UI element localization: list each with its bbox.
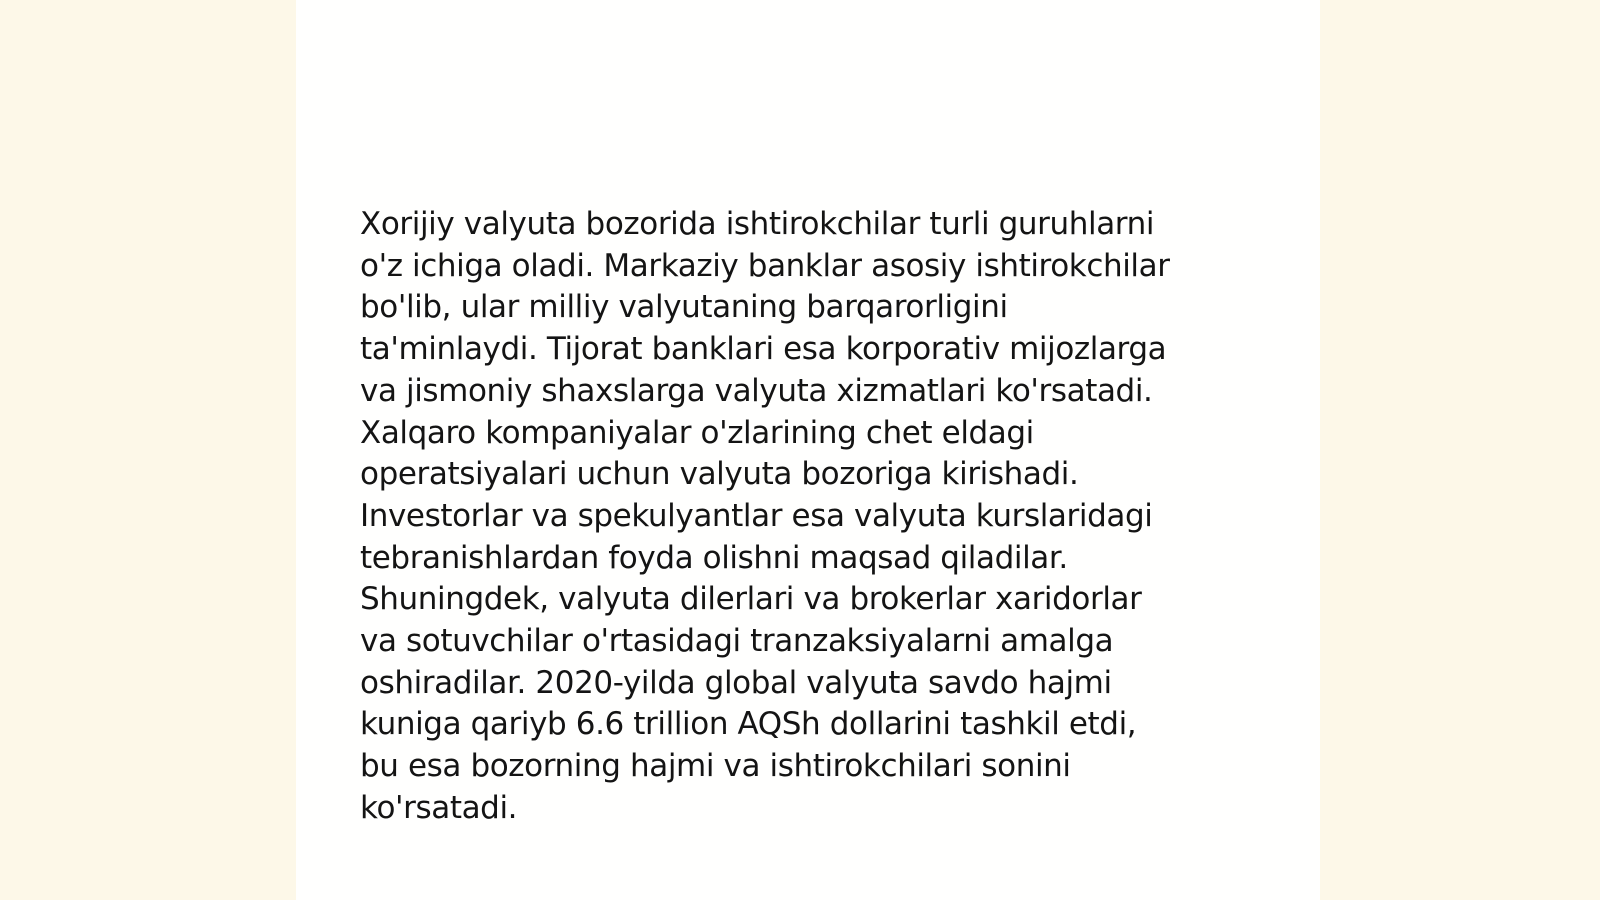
- paragraph-line: Xalqaro kompaniyalar o'zlarining chet eldagi: [360, 414, 1034, 451]
- paragraph-line: bu esa bozorning hajmi va ishtirokchilari sonini: [360, 748, 1071, 785]
- paragraph-line: Shuningdek, valyuta dilerlari va brokerlar xaridorlar: [360, 581, 1142, 618]
- paragraph-line: tebranishlardan foyda olishni maqsad qiladilar.: [360, 539, 1068, 576]
- body-paragraph: [360, 204, 1240, 830]
- paragraph-line: kuniga qariyb 6.6 trillion AQSh dollarini tashkil etdi,: [360, 706, 1137, 743]
- paragraph-line: Xorijiy valyuta bozorida ishtirokchilar turli guruhlarni: [360, 206, 1155, 242]
- paragraph-line: oshiradilar. 2020-yilda global valyuta savdo hajmi: [360, 664, 1112, 701]
- document-page: [296, 0, 1320, 900]
- paragraph-line: operatsiyalari uchun valyuta bozoriga kirishadi.: [360, 456, 1079, 493]
- paragraph-line: o'z ichiga oladi. Markaziy banklar asosiy ishtirokchilar: [360, 247, 1170, 284]
- paragraph-line: ta'minlaydi. Tijorat banklari esa korporativ mijozlarga: [360, 331, 1167, 368]
- paragraph-line: ko'rsatadi.: [360, 789, 518, 826]
- paragraph-line: bo'lib, ular milliy valyutaning barqarorligini: [360, 289, 1008, 326]
- paragraph-line: Investorlar va spekulyantlar esa valyuta kurslaridagi: [360, 497, 1153, 534]
- paragraph-line: va sotuvchilar o'rtasidagi tranzaksiyalarni amalga: [360, 623, 1114, 660]
- paragraph-line: va jismoniy shaxslarga valyuta xizmatlari ko'rsatadi.: [360, 372, 1153, 409]
